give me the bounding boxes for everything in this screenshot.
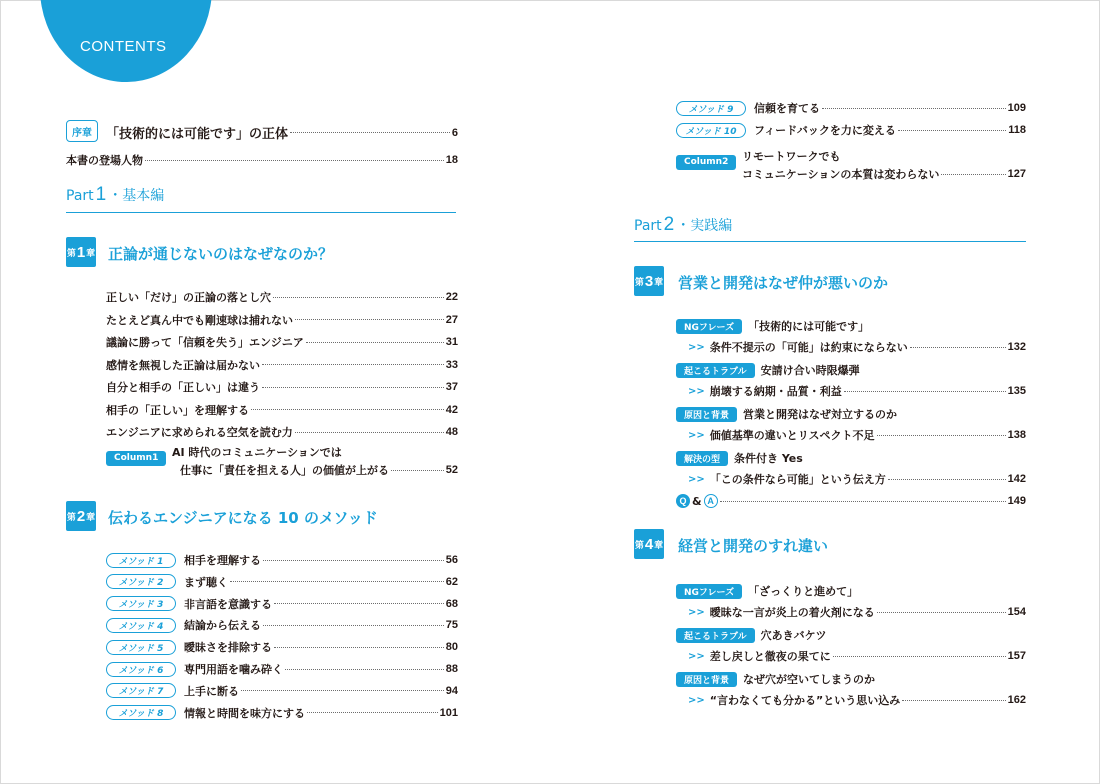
entry-title: “言わなくても分かる”という思い込み [709,694,901,707]
part-prefix: Part [66,188,94,204]
leader-dots [306,342,444,343]
page-number: 154 [1007,606,1026,618]
entry-title: 感情を無視した正論は届かない [106,358,260,372]
section-title: 穴あきバケツ [760,629,827,642]
entry-title: 相手を理解する [184,554,261,567]
toc-entry-qa[interactable] [676,494,1026,508]
section-title: 営業と開発はなぜ対立するのか [743,408,898,421]
page-number: 149 [1007,495,1026,507]
leader-dots [241,690,444,691]
entry-title: フィードバックを力に変える [754,124,896,137]
page-number: 109 [1007,102,1026,114]
method-label: メソッド 8 [106,705,176,720]
part-prefix: Part [634,218,662,234]
section-label: 原因と背景 [676,672,737,687]
entry-title: 差し戻しと徹夜の果てに [709,650,831,663]
preface-badge: 序章 [66,120,98,142]
page-number: 52 [445,464,458,476]
toc-entry-column-2[interactable] [742,166,1026,182]
leader-dots [941,174,1005,175]
method-label: メソッド 7 [106,683,176,698]
page-number: 135 [1007,385,1026,397]
method-label: メソッド 3 [106,596,176,611]
toc-entry-method[interactable] [106,705,458,721]
page-number: 132 [1007,341,1026,353]
entry-title: 情報と時間を味方にする [184,706,305,720]
entry-title: 上手に断る [184,684,239,698]
leader-dots [888,479,1006,480]
toc-entry[interactable] [106,289,458,305]
section-title: なぜ穴が空いてしまうのか [743,673,876,686]
leader-dots [307,712,438,713]
toc-entry-method[interactable] [106,596,458,612]
part-2-heading [634,214,732,236]
page-number: 157 [1007,650,1026,662]
leader-dots [910,347,1006,348]
leader-dots [833,656,1006,657]
part-suffix: ・基本編 [108,188,165,204]
method-label: メソッド 4 [106,618,176,633]
toc-entry[interactable] [106,402,458,418]
section-label: NGフレーズ [676,584,742,599]
badge-pre: 第 [634,540,644,551]
method-label: メソッド 2 [106,574,176,589]
leader-dots [902,700,1005,701]
toc-entry-method[interactable] [106,617,458,633]
chapter-3-badge [634,266,664,296]
leader-dots [263,625,444,626]
page-number: 6 [451,126,458,139]
toc-entry-section[interactable] [688,604,1026,620]
method-label: メソッド 10 [676,123,746,138]
entry-title: 「技術的には可能です」の正体 [106,127,289,142]
section-heading [676,627,827,643]
leader-dots [230,581,444,582]
leader-dots [145,160,444,161]
page-number: 31 [445,336,458,348]
leader-dots [391,470,444,471]
chapter-1-title: 正論が通じないのはなぜなのか？ [108,245,334,263]
qa-ampersand: & [692,494,702,508]
column-label: Column1 [106,451,166,466]
chapter-3-title: 営業と開発はなぜ仲が悪いのか [678,274,889,292]
section-title: 条件付き Yes [734,452,803,465]
entry-title: 曖昧さを排除する [184,641,272,655]
page-number: 62 [445,575,458,588]
entry-title: 正しい「だけ」の正論の落とし穴 [106,291,271,304]
section-heading [676,406,897,422]
entry-title: 「この条件なら可能」という伝え方 [709,473,886,486]
page-number: 118 [1008,124,1026,136]
page-number: 80 [445,641,458,654]
arrow-icon: >> [688,429,705,441]
toc-entry-section[interactable] [688,648,1026,664]
page-number: 94 [445,684,458,697]
page-number: 48 [445,426,458,438]
leader-dots [285,669,444,670]
toc-entry-method[interactable] [106,552,458,568]
page-number: 42 [445,403,458,416]
part-1-rule [66,212,456,213]
section-title: 安請け合い時限爆弾 [760,364,860,377]
entry-title: 本書の登場人物 [66,154,143,167]
page-number: 27 [445,313,458,326]
toc-entry[interactable] [106,424,458,440]
part-1-heading [66,184,164,206]
entry-title: 条件不提示の「可能」は約束にならない [709,341,908,354]
toc-entry-column-1[interactable] [180,462,458,478]
entry-title: 結論から伝える [184,619,261,633]
page-number: 22 [445,291,458,303]
page-number: 75 [445,619,458,632]
leader-dots [262,364,444,365]
q-icon: Q [676,494,690,508]
page-number: 101 [439,706,458,719]
badge-pre: 第 [66,512,76,523]
entry-title: 仕事に「責任を担える人」の価値が上がる [180,464,389,477]
arrow-icon: >> [688,385,705,397]
entry-title: たとえど真ん中でも剛速球は捕れない [106,313,293,327]
section-label: 起こるトラブル [676,363,755,378]
badge-post: 章 [86,512,96,523]
toc-entry-section[interactable] [688,692,1026,708]
badge-post: 章 [86,248,96,259]
leader-dots [877,435,1006,436]
page-number: 138 [1007,429,1026,441]
toc-entry-section[interactable] [688,339,1026,355]
contents-heading: CONTENTS [80,38,167,55]
arrow-icon: >> [688,694,705,706]
toc-entry-characters[interactable] [66,152,458,168]
toc-entry-section[interactable] [688,383,1026,399]
toc-entry[interactable] [106,379,458,395]
toc-entry-section[interactable] [688,471,1026,487]
entry-title: 価値基準の違いとリスペクト不足 [709,429,875,442]
leader-dots [295,319,444,320]
toc-entry[interactable] [106,334,458,350]
page-number: 68 [445,597,458,610]
toc-entry-method[interactable] [676,100,1026,116]
entry-title: 相手の「正しい」を理解する [106,403,249,417]
page-number: 142 [1007,473,1026,485]
part-number: 2 [663,214,675,235]
entry-title: 自分と相手の「正しい」は違う [106,381,260,394]
section-label: 解決の型 [676,451,728,466]
toc-entry-section[interactable] [688,427,1026,443]
toc-entry-method[interactable] [106,683,458,699]
badge-num: 4 [644,535,654,553]
badge-pre: 第 [66,248,76,259]
section-heading [676,362,860,378]
page-number: 162 [1007,694,1026,706]
chapter-2-badge [66,501,96,531]
badge-post: 章 [654,277,664,288]
page-number: 33 [445,358,458,371]
page-number: 88 [445,663,458,675]
arrow-icon: >> [688,606,705,618]
section-label: 原因と背景 [676,407,737,422]
arrow-icon: >> [688,341,705,353]
entry-title: 信頼を育てる [754,102,820,115]
section-label: 起こるトラブル [676,628,755,643]
page-number: 56 [445,554,458,566]
leader-dots [844,391,1006,392]
toc-entry[interactable] [106,312,458,328]
leader-dots [720,501,1006,502]
leader-dots [274,603,444,604]
badge-num: 3 [644,272,654,290]
leader-dots [274,647,444,648]
leader-dots [290,132,450,133]
leader-dots [263,560,444,561]
page-number: 127 [1007,168,1026,180]
badge-pre: 第 [634,277,644,288]
chapter-4-badge [634,529,664,559]
section-heading [676,450,803,466]
column-2-line1[interactable]: リモートワークでも [742,150,841,163]
arrow-icon: >> [688,650,705,662]
leader-dots [898,130,1006,131]
entry-title: 曖昧な一言が炎上の着火剤になる [709,606,875,619]
leader-dots [295,432,444,433]
entry-title: 専門用語を噛み砕く [184,663,283,676]
part-2-rule [634,241,1026,242]
column-2-badge [676,149,742,170]
part-suffix: ・実践編 [676,218,733,234]
entry-title: 議論に勝って「信頼を失う」エンジニア [106,336,304,349]
badge-num: 2 [76,507,86,525]
entry-title: まず聴く [184,575,228,589]
section-label: NGフレーズ [676,319,742,334]
entry-title: エンジニアに求められる空気を読む力 [106,426,293,439]
arrow-icon: >> [688,473,705,485]
toc-entry[interactable] [106,357,458,373]
toc-entry-method[interactable] [676,122,1026,138]
chapter-4-title: 経営と開発のすれ違い [678,537,829,555]
toc-entry-method[interactable] [106,661,458,677]
section-heading [676,583,858,599]
section-heading [676,318,869,334]
leader-dots [262,387,444,388]
page-number: 37 [445,381,458,393]
leader-dots [822,108,1006,109]
toc-entry-method[interactable] [106,574,458,590]
method-label: メソッド 1 [106,553,176,568]
section-title: 「ざっくりと進めて」 [748,585,859,598]
leader-dots [273,297,444,298]
page-number: 18 [445,154,458,166]
section-title: 「技術的には可能です」 [748,320,870,333]
badge-post: 章 [654,540,664,551]
column-label: Column2 [676,155,736,170]
part-number: 1 [95,184,107,205]
method-label: メソッド 5 [106,640,176,655]
column-1-badge [106,445,172,466]
chapter-2-title: 伝わるエンジニアになる 10 のメソッド [108,509,378,527]
a-icon: A [704,494,718,508]
chapter-1-badge [66,237,96,267]
entry-title: 非言語を意識する [184,597,272,611]
method-label: メソッド 6 [106,662,176,677]
badge-num: 1 [76,243,86,261]
leader-dots [251,409,444,410]
column-1-line1[interactable]: AI 時代のコミュニケーションでは [172,446,342,459]
section-heading [676,671,875,687]
entry-title: コミュニケーションの本質は変わらない [742,168,940,181]
toc-entry-method[interactable] [106,639,458,655]
method-label: メソッド 9 [676,101,746,116]
entry-title: 崩壊する納期・品質・利益 [709,385,842,398]
leader-dots [877,612,1006,613]
toc-entry-preface[interactable] [106,123,458,142]
